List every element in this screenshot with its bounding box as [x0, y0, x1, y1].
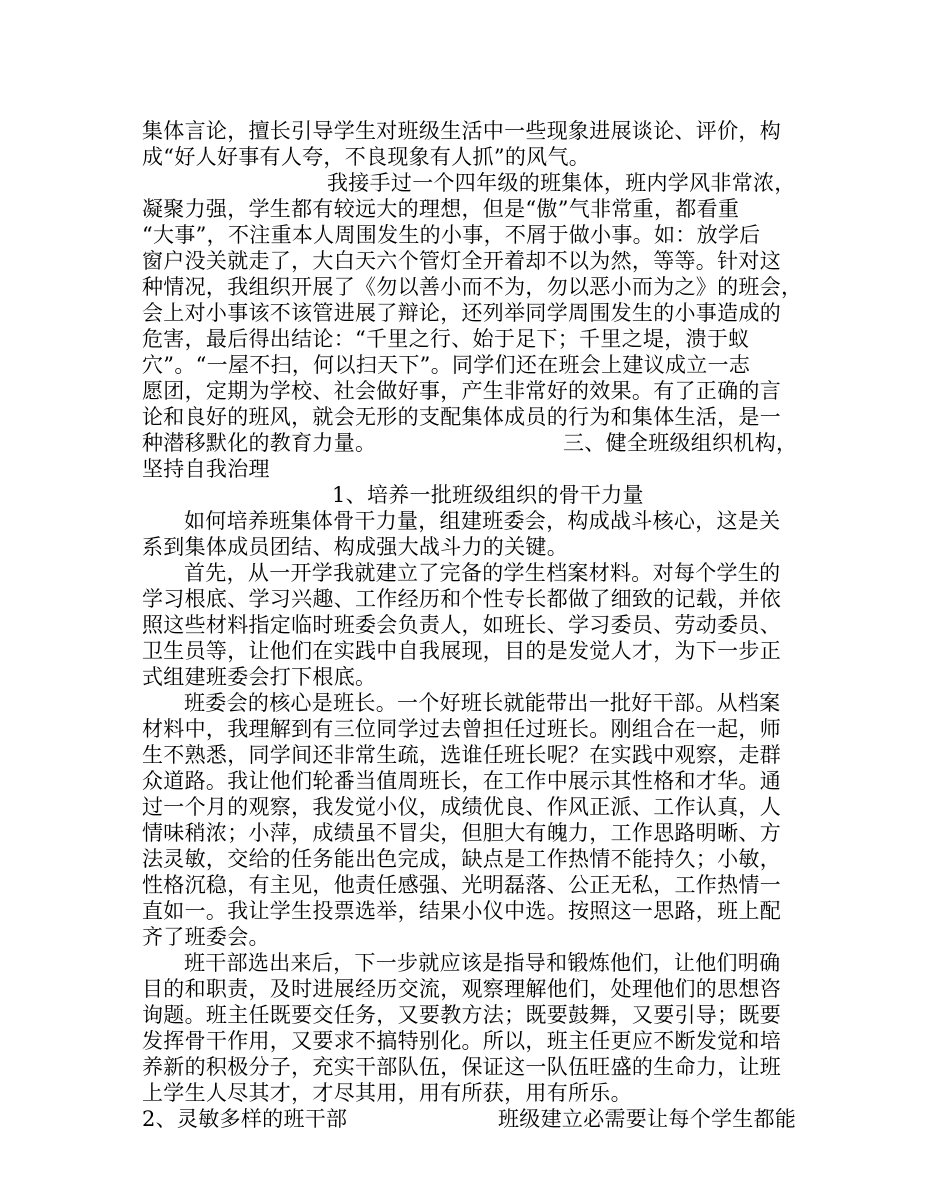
- line-text: 论和良好的班风，就会无形的支配集体成员的行为和集体生活，是一: [142, 405, 781, 429]
- subsection-heading: 1、培养一批班级组织的骨干力量: [332, 483, 644, 507]
- line-text: 众道路。我让他们轮番当值周班长，在工作中展示其性格和才华。通: [142, 769, 781, 793]
- line-text: 班级建立必需要让每个学生都能: [498, 1107, 797, 1131]
- line-text: 照这些材料指定临时班委会负责人，如班长、学习委员、劳动委员、: [142, 613, 781, 637]
- line-text: 上学生人尽其才，才尽其用，用有所获，用有所乐。: [142, 1081, 632, 1105]
- line-text: 生不熟悉，同学间还非常生疏，选谁任班长呢？在实践中观察，走群: [142, 743, 781, 767]
- line-text: 班干部选出来后，下一步就应该是指导和锻炼他们，让他们明确: [184, 951, 781, 975]
- line-text: 学习根底、学习兴趣、工作经历和个性专长都做了细致的记载，并依: [142, 587, 781, 611]
- text-line: [142, 1106, 822, 1132]
- line-text: 情味稍浓；小萍，成绩虽不冒尖，但胆大有魄力，工作思路明晰、方: [142, 821, 781, 845]
- line-text: 危害，最后得出结论：“千里之行、始于足下；千里之堤，溃于蚁: [142, 327, 750, 351]
- line-text: 成“好人好事有人夸，不良现象有人抓”的风气。: [142, 145, 591, 169]
- line-text: 性格沉稳，有主见，他责任感强、光明磊落、公正无私，工作热情一: [142, 873, 781, 897]
- line-text: 愿团，定期为学校、社会做好事，产生非常好的效果。有了正确的言: [142, 379, 781, 403]
- line-text: 首先，从一开学我就建立了完备的学生档案材料。对每个学生的: [184, 561, 781, 585]
- line-text: 过一个月的观察，我发觉小仪，成绩优良、作风正派、工作认真，人: [142, 795, 781, 819]
- line-text: 凝聚力强，学生都有较远大的理想，但是“傲”气非常重，都看重: [142, 197, 740, 221]
- line-text: 如何培养班集体骨干力量，组建班委会，构成战斗核心，这是关: [184, 509, 781, 533]
- line-text: 法灵敏，交给的任务能出色完成，缺点是工作热情不能持久；小敏，: [142, 847, 781, 871]
- line-text: 齐了班委会。: [142, 925, 270, 949]
- line-text: “大事”，不注重本人周围发生的小事，不屑于做小事。如：放学后: [142, 223, 761, 247]
- text-line: [142, 430, 822, 456]
- subsection-heading: 2、灵敏多样的班干部: [142, 1107, 348, 1131]
- line-text: 会上对小事该不该管进展了辩论，还列举同学周围发生的小事造成的: [142, 301, 781, 325]
- line-text: 材料中，我理解到有三位同学过去曾担任过班长。刚组合在一起，师: [142, 717, 781, 741]
- line-text: 系到集体成员团结、构成强大战斗力的关键。: [142, 535, 568, 559]
- line-text: 直如一。我让学生投票选举，结果小仪中选。按照这一思路，班上配: [142, 899, 781, 923]
- line-text: 班委会的核心是班长。一个好班长就能带出一批好干部。从档案: [184, 691, 781, 715]
- line-text: 种情况，我组织开展了《勿以善小而不为，勿以恶小而为之》的班会，: [142, 275, 803, 299]
- line-text: 卫生员等，让他们在实践中自我展现，目的是发觉人才，为下一步正: [142, 639, 781, 663]
- line-text: 式组建班委会打下根底。: [142, 665, 377, 689]
- line-text: 询题。班主任既要交任务，又要教方法；既要鼓舞，又要引导；既要: [142, 1003, 781, 1027]
- line-text: 窗户没关就走了，大白天六个管灯全开着却不以为然，等等。针对这: [142, 249, 781, 273]
- line-text: 穴”。“一屋不扫，何以扫天下”。同学们还在班会上建议成立一志: [142, 353, 751, 377]
- line-text: 集体言论，擅长引导学生对班级生活中一些现象进展谈论、评价，构: [142, 119, 781, 143]
- section-heading: 三、健全班级组织机构，: [563, 431, 798, 455]
- line-text: 目的和职责，及时进展经历交流，观察理解他们，处理他们的思想咨: [142, 977, 781, 1001]
- line-text: 种潜移默化的教育力量。: [142, 431, 377, 455]
- section-heading-continued: 坚持自我治理: [142, 457, 270, 481]
- line-text: 我接手过一个四年级的班集体，班内学风非常浓，: [327, 171, 796, 195]
- line-text: 发挥骨干作用，又要求不搞特别化。所以，班主任更应不断发觉和培: [142, 1029, 781, 1053]
- line-text: 养新的积极分子，充实干部队伍，保证这一队伍旺盛的生命力，让班: [142, 1055, 781, 1079]
